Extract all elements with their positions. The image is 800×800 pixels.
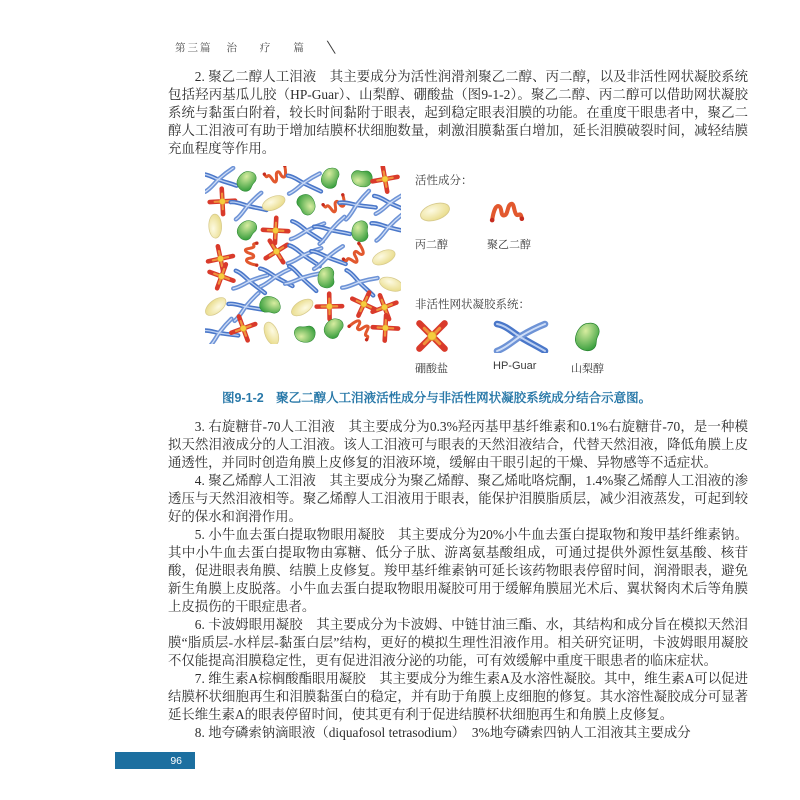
figure-legend (401, 166, 748, 378)
legend-label: 聚乙二醇 (487, 239, 531, 251)
running-head (175, 40, 335, 55)
chapter-title: 治 疗 篇 (226, 42, 314, 54)
part-label: 第三篇 (175, 42, 213, 54)
molecule-scatter (205, 166, 401, 344)
legend-item (571, 318, 649, 376)
page-body (168, 68, 748, 742)
legend-label: HP-Guar (493, 360, 537, 372)
body-paragraph: 4. 聚乙烯醇人工泪液 其主要成分为聚乙烯醇、聚乙烯吡咯烷酮，1.4%聚乙烯醇人工泪液的渗透压与天然泪液相等。聚乙烯醇人工泪液用于眼表，能保护泪膜脂质层，减少泪液蒸发，可起到较好的保水和润滑作用。 (168, 473, 748, 524)
body-paragraph: 8. 地夸磷索钠滴眼液（diquafosol tetrasodium） 3%地夸磷索四钠人工泪液其主要成分 (194, 725, 691, 740)
sorbitol-bean-icon (571, 318, 649, 354)
legend-active-title: 活性成分： (415, 175, 473, 187)
body-paragraph: 7. 维生素A棕榈酸酯眼用凝胶 其主要成分为维生素A及水溶性凝胶。其中，维生素A可以促进结膜杯状细胞再生和泪膜黏蛋白的稳定，并有助于角膜上皮细胞的修复。其水溶性凝胶成分可显著延长维生素A的眼表停留时间，使其更有利于促进结膜杯状细胞再生和角膜上皮修复。 (168, 671, 748, 722)
body-paragraph: 2. 聚乙二醇人工泪液 其主要成分为活性润滑剂聚乙二醇、丙二醇，以及非活性网状凝胶系统包括羟丙基瓜儿胶（HP-Guar）、山梨醇、硼酸盐（图9-1-2）。聚乙二醇、丙二醇可以借助网状凝胶系统与黏蛋白附着，较长时间黏附于眼表，起到稳定眼表泪膜的功能。在重度干眼患者中，聚乙二醇人工泪液可有助于增加结膜杯状细胞数量，刺激泪膜黏蛋白增加，延长泪膜破裂时间，减轻结膜充血程度等作用。 (168, 69, 748, 156)
figure-caption: 图9-1-2 聚乙二醇人工泪液活性成分与非活性网状凝胶系统成分结合示意图。 (222, 391, 652, 405)
body-paragraph: 6. 卡波姆眼用凝胶 其主要成分为卡波姆、中链甘油三酯、水，其结构和成分旨在模拟天然泪膜“脂质层-水样层-黏蛋白层”结构，更好的模拟生理性泪液作用。相关研究证明，卡波姆眼用凝胶不仅能提高泪膜稳定性，更有促进泪液分泌的功能，可有效缓解中重度干眼患者的临床症状。 (168, 617, 748, 668)
propylene-glycol-ellipse-icon (415, 194, 487, 230)
body-paragraph: 3. 右旋糖苷-70人工泪液 其主要成分为0.3%羟丙基甲基纤维素和0.1%右旋糖苷-70，是一种模拟天然泪液成分的人工泪液。该人工泪液可与眼表的天然泪液结合，代替天然泪液，降低角膜上皮通透性，并同时创造角膜上皮修复的泪液环境，缓解由干眼引起的干燥、异物感等不适症状。 (168, 419, 748, 470)
legend-label: 丙二醇 (415, 239, 448, 251)
network-diagram (205, 166, 401, 344)
legend-item (493, 318, 571, 376)
peg-squiggle-icon (487, 194, 559, 230)
legend-item (415, 194, 487, 252)
page-number-bar (115, 752, 195, 769)
legend-label: 硼酸盐 (415, 363, 448, 375)
legend-item (487, 194, 559, 252)
figure-9-1-2 (168, 166, 748, 406)
hp-guar-ribbon-icon (493, 318, 571, 354)
legend-item (415, 318, 493, 376)
body-paragraph: 5. 小牛血去蛋白提取物眼用凝胶 其主要成分为20%小牛血去蛋白提取物和羧甲基纤维素钠。其中小牛血去蛋白提取物由寡糖、低分子肽、游离氨基酸组成，可通过提供外源性氨基酸、核苷酸，促进眼表角膜、结膜上皮修复。羧甲基纤维素钠可延长该药物眼表停留时间，润滑眼表，避免新生角膜上皮脱落。小牛血去蛋白提取物眼用凝胶可用于缓解角膜屈光术后、翼状胬肉术后等角膜上皮损伤的干眼症患者。 (168, 527, 748, 614)
legend-inactive-title: 非活性网状凝胶系统： (415, 299, 530, 311)
header-ornament-icon: ╲ (327, 42, 337, 54)
legend-label: 山梨醇 (571, 363, 604, 375)
borate-cross-icon (415, 318, 493, 354)
page-number: 96 (170, 754, 182, 767)
